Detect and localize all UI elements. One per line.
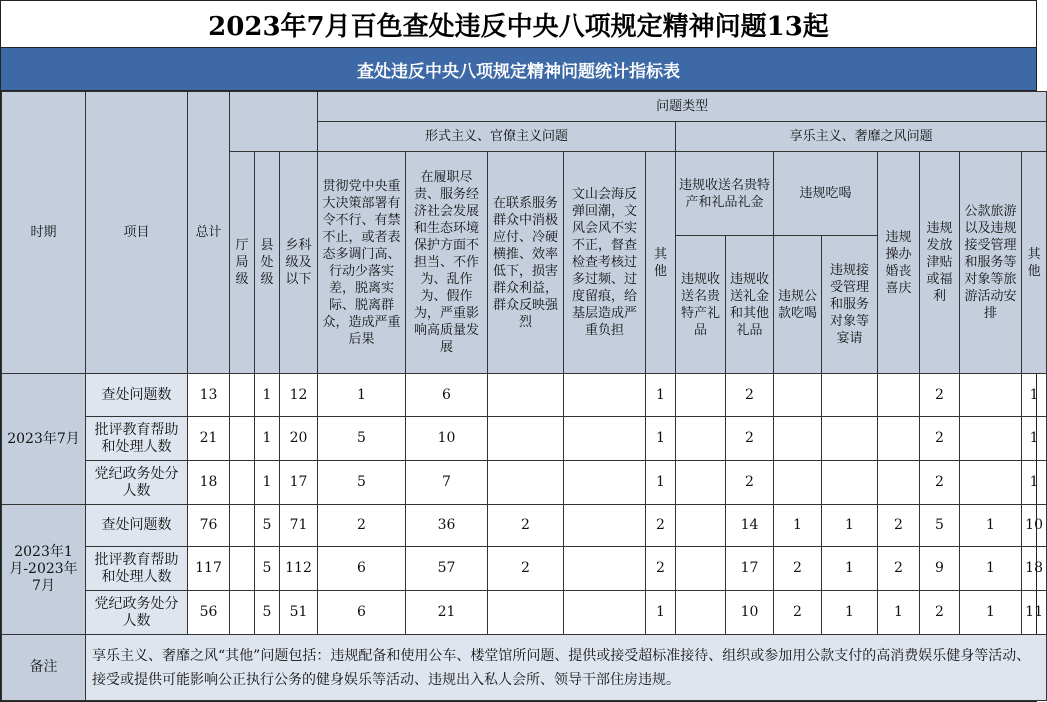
header-xiang: 乡科级及以下 <box>280 152 318 374</box>
cell-gift-a <box>676 547 726 591</box>
cell-total: 13 <box>188 374 230 417</box>
cell-ting <box>230 417 255 461</box>
cell-wedding: 1 <box>878 591 920 635</box>
header-item: 项目 <box>86 92 188 374</box>
cell-ting <box>230 547 255 591</box>
cell-allowance: 2 <box>920 461 960 505</box>
cell-gift-b: 10 <box>726 591 774 635</box>
cell-eat-b: 1 <box>822 505 878 547</box>
cell-f2: 10 <box>406 417 488 461</box>
cell-gift-b: 14 <box>726 505 774 547</box>
cell-xiang: 112 <box>280 547 318 591</box>
cell-h-other: 1 <box>1022 374 1047 417</box>
cell-travel: 1 <box>960 505 1022 547</box>
row-item: 批评教育帮助和处理人数 <box>86 417 188 461</box>
cell-f-other: 2 <box>646 547 676 591</box>
header-eat: 违规吃喝 <box>774 152 878 236</box>
cell-f3 <box>488 461 564 505</box>
cell-total: 117 <box>188 547 230 591</box>
header-wedding: 违规操办婚丧喜庆 <box>878 152 920 374</box>
cell-xiang: 17 <box>280 461 318 505</box>
table-row <box>2 461 1047 505</box>
table-row <box>2 417 1047 461</box>
page-title: 2023年7月百色查处违反中央八项规定精神问题13起 <box>1 1 1036 48</box>
row-item: 查处问题数 <box>86 505 188 547</box>
cell-f4 <box>564 591 646 635</box>
cell-gift-b: 17 <box>726 547 774 591</box>
cell-f4 <box>564 461 646 505</box>
cell-gift-a <box>676 461 726 505</box>
row-item: 批评教育帮助和处理人数 <box>86 547 188 591</box>
cell-f4 <box>564 505 646 547</box>
cell-eat-a <box>774 417 822 461</box>
header-xian: 县处级 <box>255 152 280 374</box>
cell-gift-b: 2 <box>726 461 774 505</box>
cell-eat-b: 1 <box>822 547 878 591</box>
cell-eat-b <box>822 461 878 505</box>
cell-eat-a <box>774 374 822 417</box>
cell-h-other: 1 <box>1022 417 1047 461</box>
cell-eat-a: 2 <box>774 591 822 635</box>
row-item: 党纪政务处分人数 <box>86 461 188 505</box>
cell-eat-b <box>822 374 878 417</box>
cell-f1: 5 <box>318 461 406 505</box>
cell-f-other: 2 <box>646 505 676 547</box>
cell-allowance: 2 <box>920 591 960 635</box>
header-period: 时期 <box>2 92 86 374</box>
cell-wedding <box>878 374 920 417</box>
cell-gift-b: 2 <box>726 417 774 461</box>
cell-wedding: 2 <box>878 505 920 547</box>
cell-xian: 5 <box>255 505 280 547</box>
cell-wedding <box>878 417 920 461</box>
header-eat-a: 违规公款吃喝 <box>774 236 822 374</box>
cell-eat-b <box>822 417 878 461</box>
cell-f3 <box>488 417 564 461</box>
cell-travel <box>960 461 1022 505</box>
cell-ting <box>230 461 255 505</box>
cell-gift-b: 2 <box>726 374 774 417</box>
cell-f4 <box>564 547 646 591</box>
cell-f4 <box>564 417 646 461</box>
cell-wedding <box>878 461 920 505</box>
header-allowance: 违规发放津贴或福利 <box>920 152 960 374</box>
cell-total: 76 <box>188 505 230 547</box>
cell-f3: 2 <box>488 505 564 547</box>
cell-allowance: 2 <box>920 374 960 417</box>
cell-gift-a <box>676 591 726 635</box>
cell-f3 <box>488 374 564 417</box>
header-h-other: 其他 <box>1022 152 1047 374</box>
cell-h-other: 18 <box>1022 547 1047 591</box>
cell-f1: 6 <box>318 591 406 635</box>
cell-xiang: 71 <box>280 505 318 547</box>
cell-total: 18 <box>188 461 230 505</box>
cell-f1: 2 <box>318 505 406 547</box>
cell-xian: 1 <box>255 374 280 417</box>
cell-allowance: 9 <box>920 547 960 591</box>
row-item: 党纪政务处分人数 <box>86 591 188 635</box>
header-formalism: 形式主义、官僚主义问题 <box>318 122 676 152</box>
cell-total: 21 <box>188 417 230 461</box>
cell-wedding: 2 <box>878 547 920 591</box>
cell-travel <box>960 417 1022 461</box>
cell-f2: 36 <box>406 505 488 547</box>
cell-travel <box>960 374 1022 417</box>
cell-h-other: 11 <box>1022 591 1047 635</box>
header-gift-a: 违规收送名贵特产礼品 <box>676 236 726 374</box>
header-f-other: 其他 <box>646 152 676 374</box>
cell-f1: 5 <box>318 417 406 461</box>
cell-eat-b: 1 <box>822 591 878 635</box>
cell-f2: 57 <box>406 547 488 591</box>
header-level-group <box>230 92 318 152</box>
cell-ting <box>230 505 255 547</box>
header-ting: 厅局级 <box>230 152 255 374</box>
cell-allowance: 5 <box>920 505 960 547</box>
header-f2: 在履职尽责、服务经济社会发展和生态环境保护方面不担当、不作为、乱作为、假作为，严重影响高质量发展 <box>406 152 488 374</box>
header-f1: 贯彻党中央重大决策部署有令不行、有禁不止，或者表态多调门高、行动少落实差，脱离实际、脱离群众，造成严重后果 <box>318 152 406 374</box>
cell-f2: 21 <box>406 591 488 635</box>
cell-xian: 5 <box>255 547 280 591</box>
cell-h-other: 10 <box>1022 505 1047 547</box>
cell-eat-a <box>774 461 822 505</box>
cell-travel: 1 <box>960 547 1022 591</box>
cell-xiang: 12 <box>280 374 318 417</box>
period-label: 2023年7月 <box>2 374 86 505</box>
cell-f3: 2 <box>488 547 564 591</box>
row-item: 查处问题数 <box>86 374 188 417</box>
cell-f2: 6 <box>406 374 488 417</box>
cell-gift-a <box>676 417 726 461</box>
header-gift: 违规收送名贵特产和礼品礼金 <box>676 152 774 236</box>
statistics-table <box>1 91 1047 701</box>
table-row <box>2 547 1047 591</box>
cell-h-other: 1 <box>1022 461 1047 505</box>
cell-xian: 1 <box>255 461 280 505</box>
cell-f2: 7 <box>406 461 488 505</box>
cell-allowance: 2 <box>920 417 960 461</box>
cell-f-other: 1 <box>646 417 676 461</box>
notes-label: 备注 <box>2 635 86 701</box>
cell-f-other: 1 <box>646 374 676 417</box>
cell-ting <box>230 591 255 635</box>
table-subtitle: 查处违反中央八项规定精神问题统计指标表 <box>1 48 1036 91</box>
cell-gift-a <box>676 374 726 417</box>
cell-xian: 5 <box>255 591 280 635</box>
cell-f4 <box>564 374 646 417</box>
notes-row <box>2 635 1047 701</box>
cell-f1: 1 <box>318 374 406 417</box>
cell-f1: 6 <box>318 547 406 591</box>
cell-f3 <box>488 591 564 635</box>
cell-xiang: 20 <box>280 417 318 461</box>
cell-total: 56 <box>188 591 230 635</box>
cell-f-other: 1 <box>646 461 676 505</box>
table-row <box>2 591 1047 635</box>
cell-eat-a: 2 <box>774 547 822 591</box>
header-f3: 在联系服务群众中消极应付、冷硬横推、效率低下，损害群众利益，群众反映强烈 <box>488 152 564 374</box>
table-row <box>2 374 1047 417</box>
cell-travel: 1 <box>960 591 1022 635</box>
header-problem-type: 问题类型 <box>318 92 1047 122</box>
period-label: 2023年1月-2023年7月 <box>2 505 86 635</box>
header-hedonism: 享乐主义、奢靡之风问题 <box>676 122 1047 152</box>
header-f4: 文山会海反弹回潮，文风会风不实不正，督查检查考核过多过频、过度留痕，给基层造成严重负担 <box>564 152 646 374</box>
header-total: 总计 <box>188 92 230 374</box>
cell-f-other: 1 <box>646 591 676 635</box>
header-eat-b: 违规接受管理和服务对象等宴请 <box>822 236 878 374</box>
cell-xiang: 51 <box>280 591 318 635</box>
table-row <box>2 505 1047 547</box>
header-gift-b: 违规收送礼金和其他礼品 <box>726 236 774 374</box>
header-travel: 公款旅游以及违规接受管理和服务等对象等旅游活动安排 <box>960 152 1022 374</box>
cell-xian: 1 <box>255 417 280 461</box>
cell-eat-a: 1 <box>774 505 822 547</box>
cell-gift-a <box>676 505 726 547</box>
notes-text: 享乐主义、奢靡之风“其他”问题包括：违规配备和使用公车、楼堂馆所问题、提供或接受超标准接待、组织或参加用公款支付的高消费娱乐健身等活动、接受或提供可能影响公正执行公务的健身娱乐等活动、违规出入私人会所、领导干部住房违规。 <box>86 635 1047 701</box>
cell-ting <box>230 374 255 417</box>
